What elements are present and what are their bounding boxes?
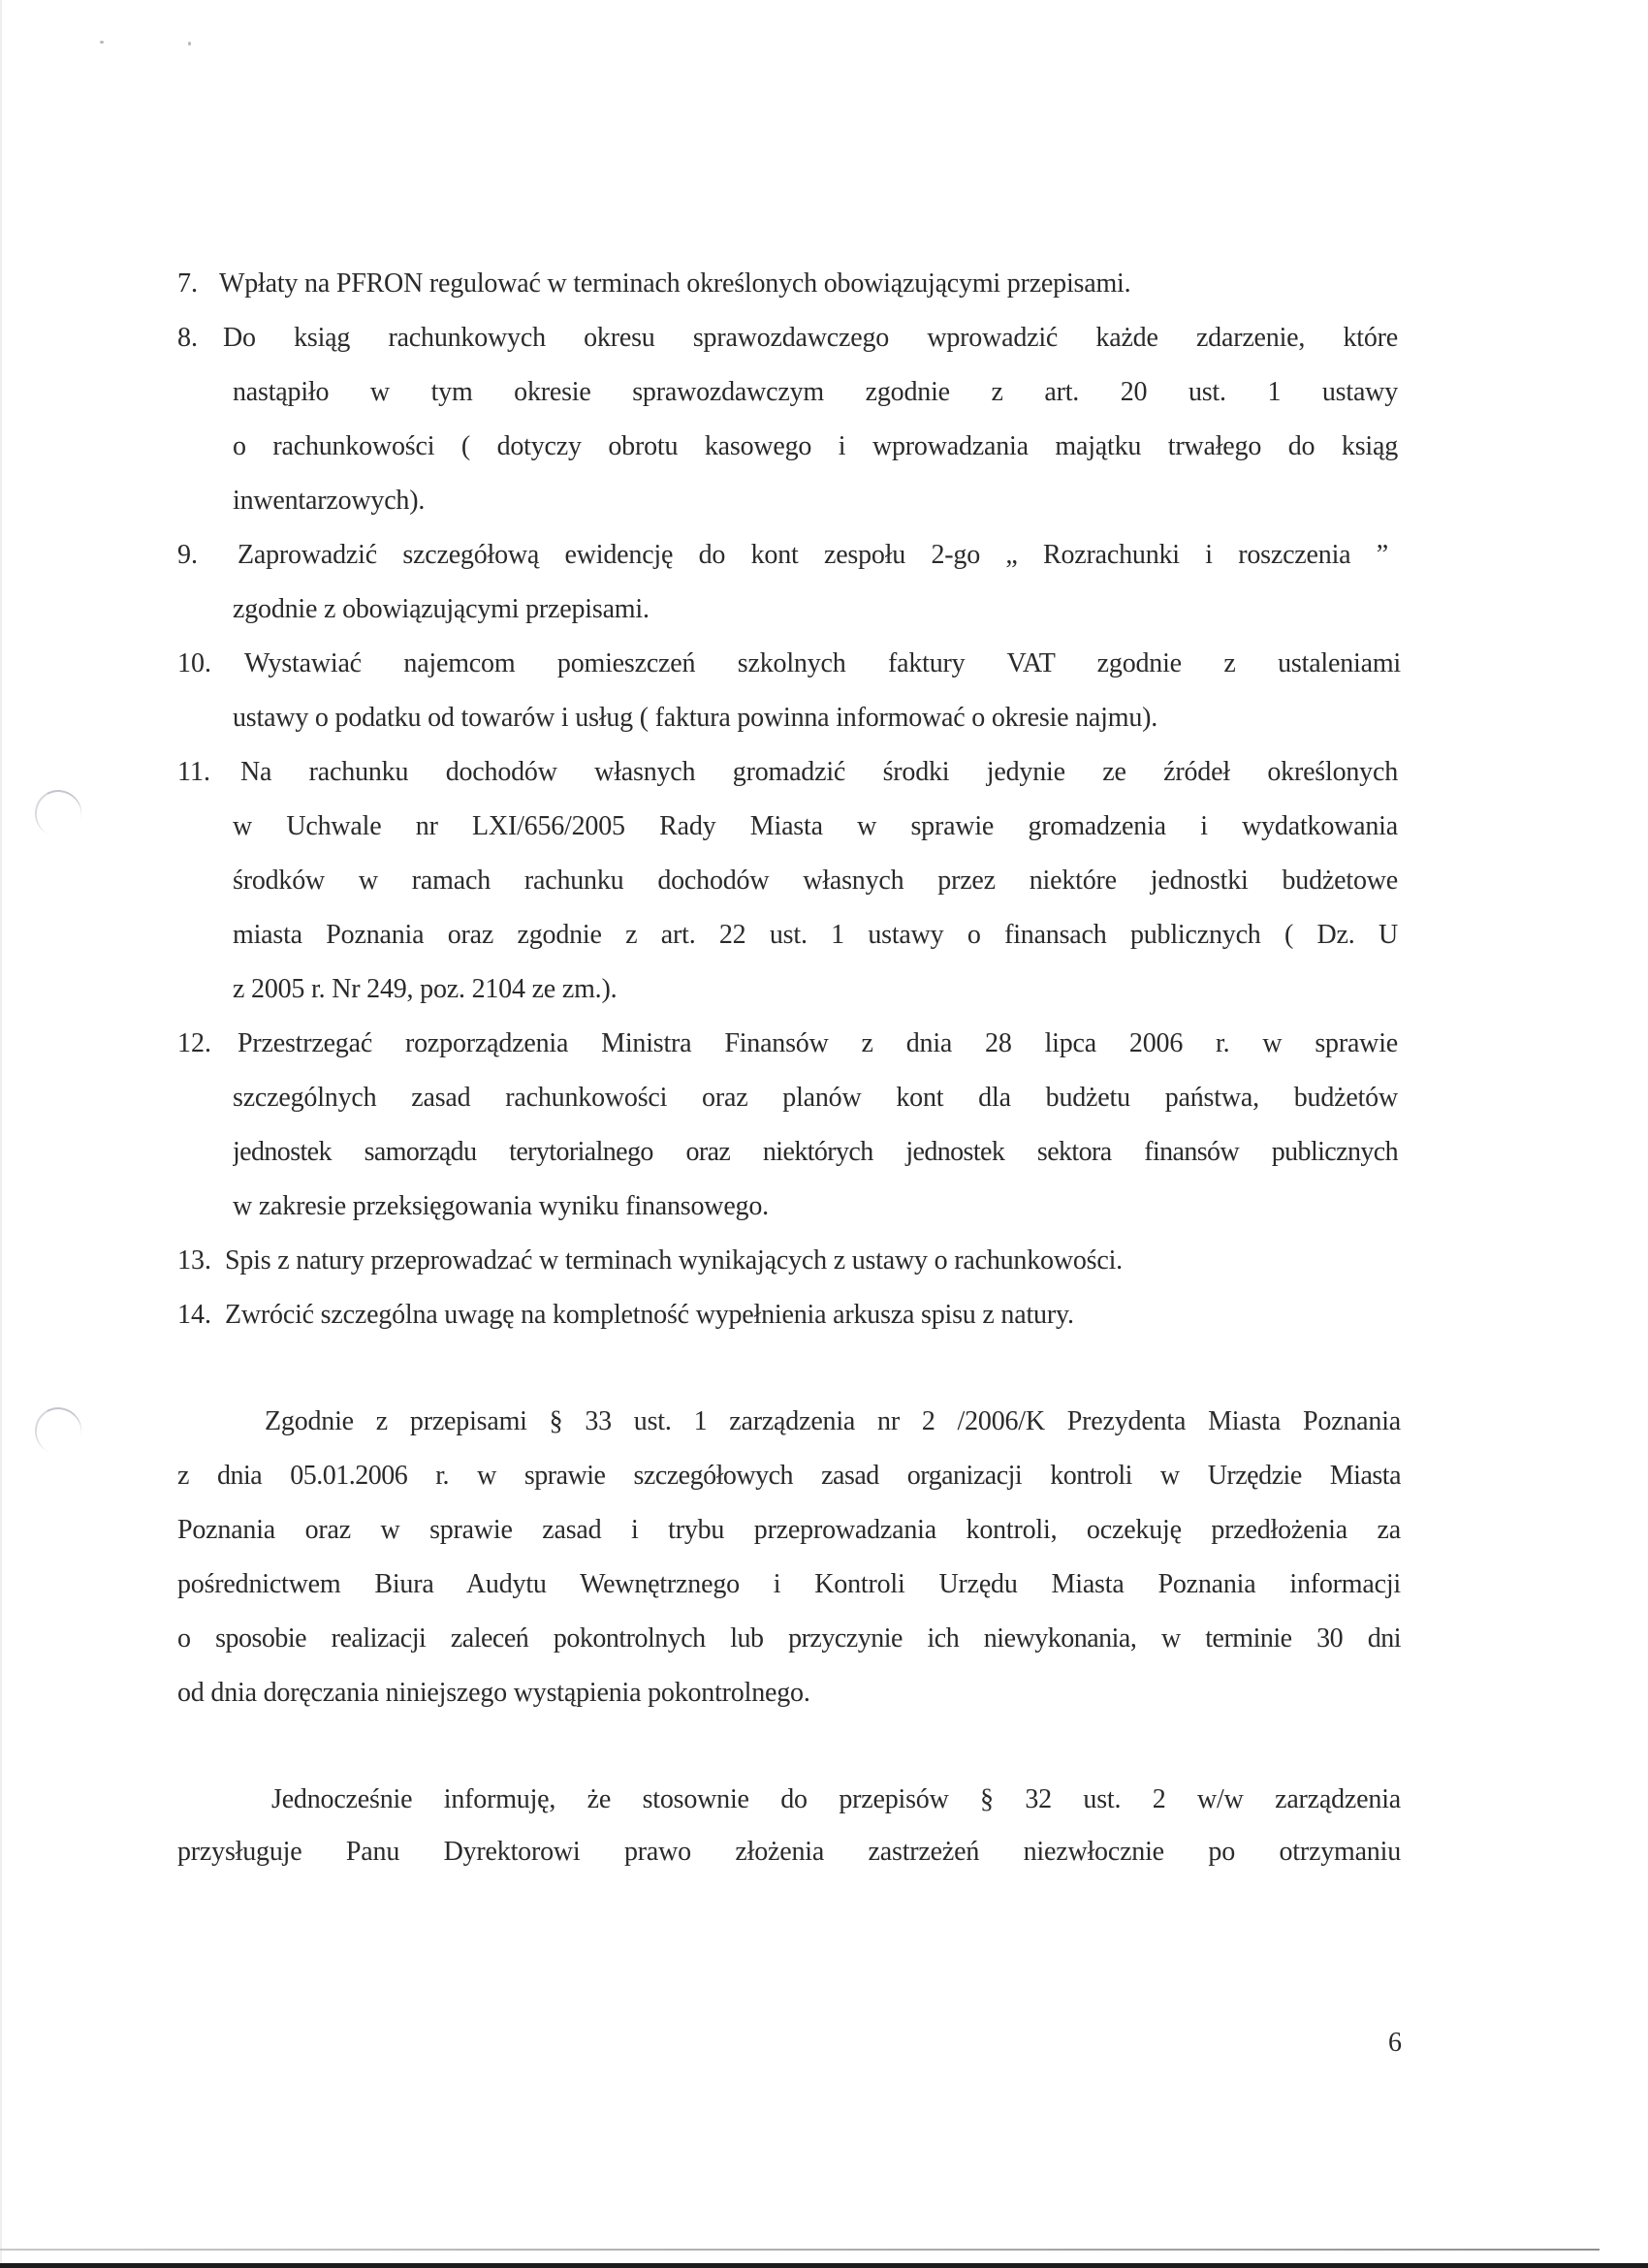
paragraph-line: przysługuje Panu Dyrektorowi prawo złożenia zastrzeżeń niezwłocznie po otrzymaniu bbox=[177, 1837, 1401, 1867]
item-line: jednostek samorządu terytorialnego oraz niektórych jednostek sektora finansów publicznych bbox=[233, 1137, 1398, 1167]
scan-speck bbox=[100, 41, 104, 44]
item-number: 9. bbox=[177, 540, 198, 570]
item-line: nastąpiło w tym okresie sprawozdawczym zgodnie z art. 20 ust. 1 ustawy bbox=[233, 377, 1398, 407]
item-line: Wpłaty na PFRON regulować w terminach określonych obowiązującymi przepisami. bbox=[219, 268, 1131, 299]
item-line: w zakresie przeksięgowania wyniku finansowego. bbox=[233, 1191, 769, 1221]
item-line: Do ksiąg rachunkowych okresu sprawozdawczego wprowadzić każde zdarzenie, które bbox=[223, 323, 1398, 353]
item-line: z 2005 r. Nr 249, poz. 2104 ze zm.). bbox=[233, 974, 618, 1004]
item-line: Spis z natury przeprowadzać w terminach wynikających z ustawy o rachunkowości. bbox=[225, 1245, 1123, 1276]
item-number: 13. bbox=[177, 1245, 211, 1276]
item-line: Zaprowadzić szczegółową ewidencję do kont zespołu 2-go „ Rozrachunki i roszczenia ” bbox=[238, 540, 1388, 570]
paragraph-line: od dnia doręczania niniejszego wystąpienia pokontrolnego. bbox=[177, 1678, 810, 1708]
item-number: 11. bbox=[177, 757, 210, 787]
item-line: szczególnych zasad rachunkowości oraz planów kont dla budżetu państwa, budżetów bbox=[233, 1083, 1398, 1113]
item-line: miasta Poznania oraz zgodnie z art. 22 ust. 1 ustawy o finansach publicznych ( Dz. U bbox=[233, 920, 1398, 950]
scan-bottom-rule bbox=[0, 2249, 1600, 2251]
item-number: 10. bbox=[177, 648, 211, 678]
item-number: 8. bbox=[177, 323, 198, 353]
paragraph-line: pośrednictwem Biura Audytu Wewnętrznego i Kontroli Urzędu Miasta Poznania informacji bbox=[177, 1569, 1401, 1599]
page-number: 6 bbox=[1388, 2028, 1402, 2058]
paragraph-line: Jednocześnie informuję, że stosownie do przepisów § 32 ust. 2 w/w zarządzenia bbox=[271, 1784, 1401, 1814]
punch-hole-mark bbox=[30, 1402, 87, 1460]
item-line: w Uchwale nr LXI/656/2005 Rady Miasta w sprawie gromadzenia i wydatkowania bbox=[233, 811, 1398, 841]
scan-bottom-strip bbox=[0, 2263, 1648, 2268]
paragraph-line: o sposobie realizacji zaleceń pokontrolnych lub przyczynie ich niewykonania, w terminie 30 dni bbox=[177, 1623, 1401, 1654]
item-line: środków w ramach rachunku dochodów własnych przez niektóre jednostki budżetowe bbox=[233, 866, 1398, 896]
item-number: 14. bbox=[177, 1300, 211, 1330]
item-line: inwentarzowych). bbox=[233, 486, 426, 516]
item-number: 12. bbox=[177, 1028, 211, 1058]
item-line: Na rachunku dochodów własnych gromadzić środki jedynie ze źródeł określonych bbox=[240, 757, 1398, 787]
item-line: Wystawiać najemcom pomieszczeń szkolnych faktury VAT zgodnie z ustaleniami bbox=[244, 648, 1401, 678]
scan-speck bbox=[188, 42, 191, 46]
item-line: Przestrzegać rozporządzenia Ministra Finansów z dnia 28 lipca 2006 r. w sprawie bbox=[238, 1028, 1398, 1058]
item-number: 7. bbox=[177, 268, 198, 299]
paragraph-line: Zgodnie z przepisami § 33 ust. 1 zarządzenia nr 2 /2006/K Prezydenta Miasta Poznania bbox=[265, 1406, 1401, 1436]
paragraph-line: z dnia 05.01.2006 r. w sprawie szczegółowych zasad organizacji kontroli w Urzędzie Miasta bbox=[177, 1461, 1401, 1491]
punch-hole-mark bbox=[30, 785, 87, 842]
item-line: ustawy o podatku od towarów i usług ( faktura powinna informować o okresie najmu). bbox=[233, 703, 1158, 733]
item-line: o rachunkowości ( dotyczy obrotu kasowego i wprowadzania majątku trwałego do ksiąg bbox=[233, 431, 1398, 461]
item-line: zgodnie z obowiązującymi przepisami. bbox=[233, 594, 650, 624]
item-line: Zwrócić szczególna uwagę na kompletność wypełnienia arkusza spisu z natury. bbox=[225, 1300, 1074, 1330]
scan-edge bbox=[0, 0, 2, 2268]
paragraph-line: Poznania oraz w sprawie zasad i trybu przeprowadzania kontroli, oczekuję przedłożenia za bbox=[177, 1515, 1401, 1545]
